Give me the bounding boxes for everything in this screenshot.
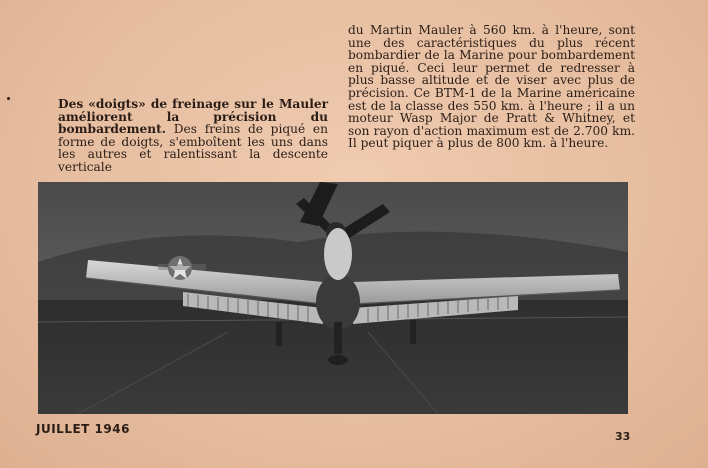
aircraft-photo (38, 182, 628, 414)
caption-right-body: du Martin Mauler à 560 km. à l'heure, sont une des caractéristiques du plus récent bombardier de la Marine pour bombardement en piqué. Ceci leur permet de redresser à plus basse altitude et de viser avec plus de précision. Ce BTM-1 de la Marine américaine est de la classe des 550 km. à l'heure ; il a un moteur Wasp Major de Pratt & Whitney, et son rayon d'action maximum est de 2.700 km. Il peut piquer à plus de 800 km. à l'heure. (348, 23, 635, 151)
caption-left-column (58, 98, 328, 174)
caption-left-body: Des freins de piqué en forme de doigts, s'emboîtent les uns dans les autres et ralentissant la descente verticale (58, 122, 328, 174)
page-number: 33 (615, 430, 631, 443)
paper-speck (7, 97, 10, 100)
caption-lead: Des «doigts» de freinage sur le Mauler améliorent la précision du bombardement. (58, 97, 328, 137)
caption-right-column (348, 24, 635, 150)
issue-date: JUILLET 1946 (36, 422, 130, 436)
